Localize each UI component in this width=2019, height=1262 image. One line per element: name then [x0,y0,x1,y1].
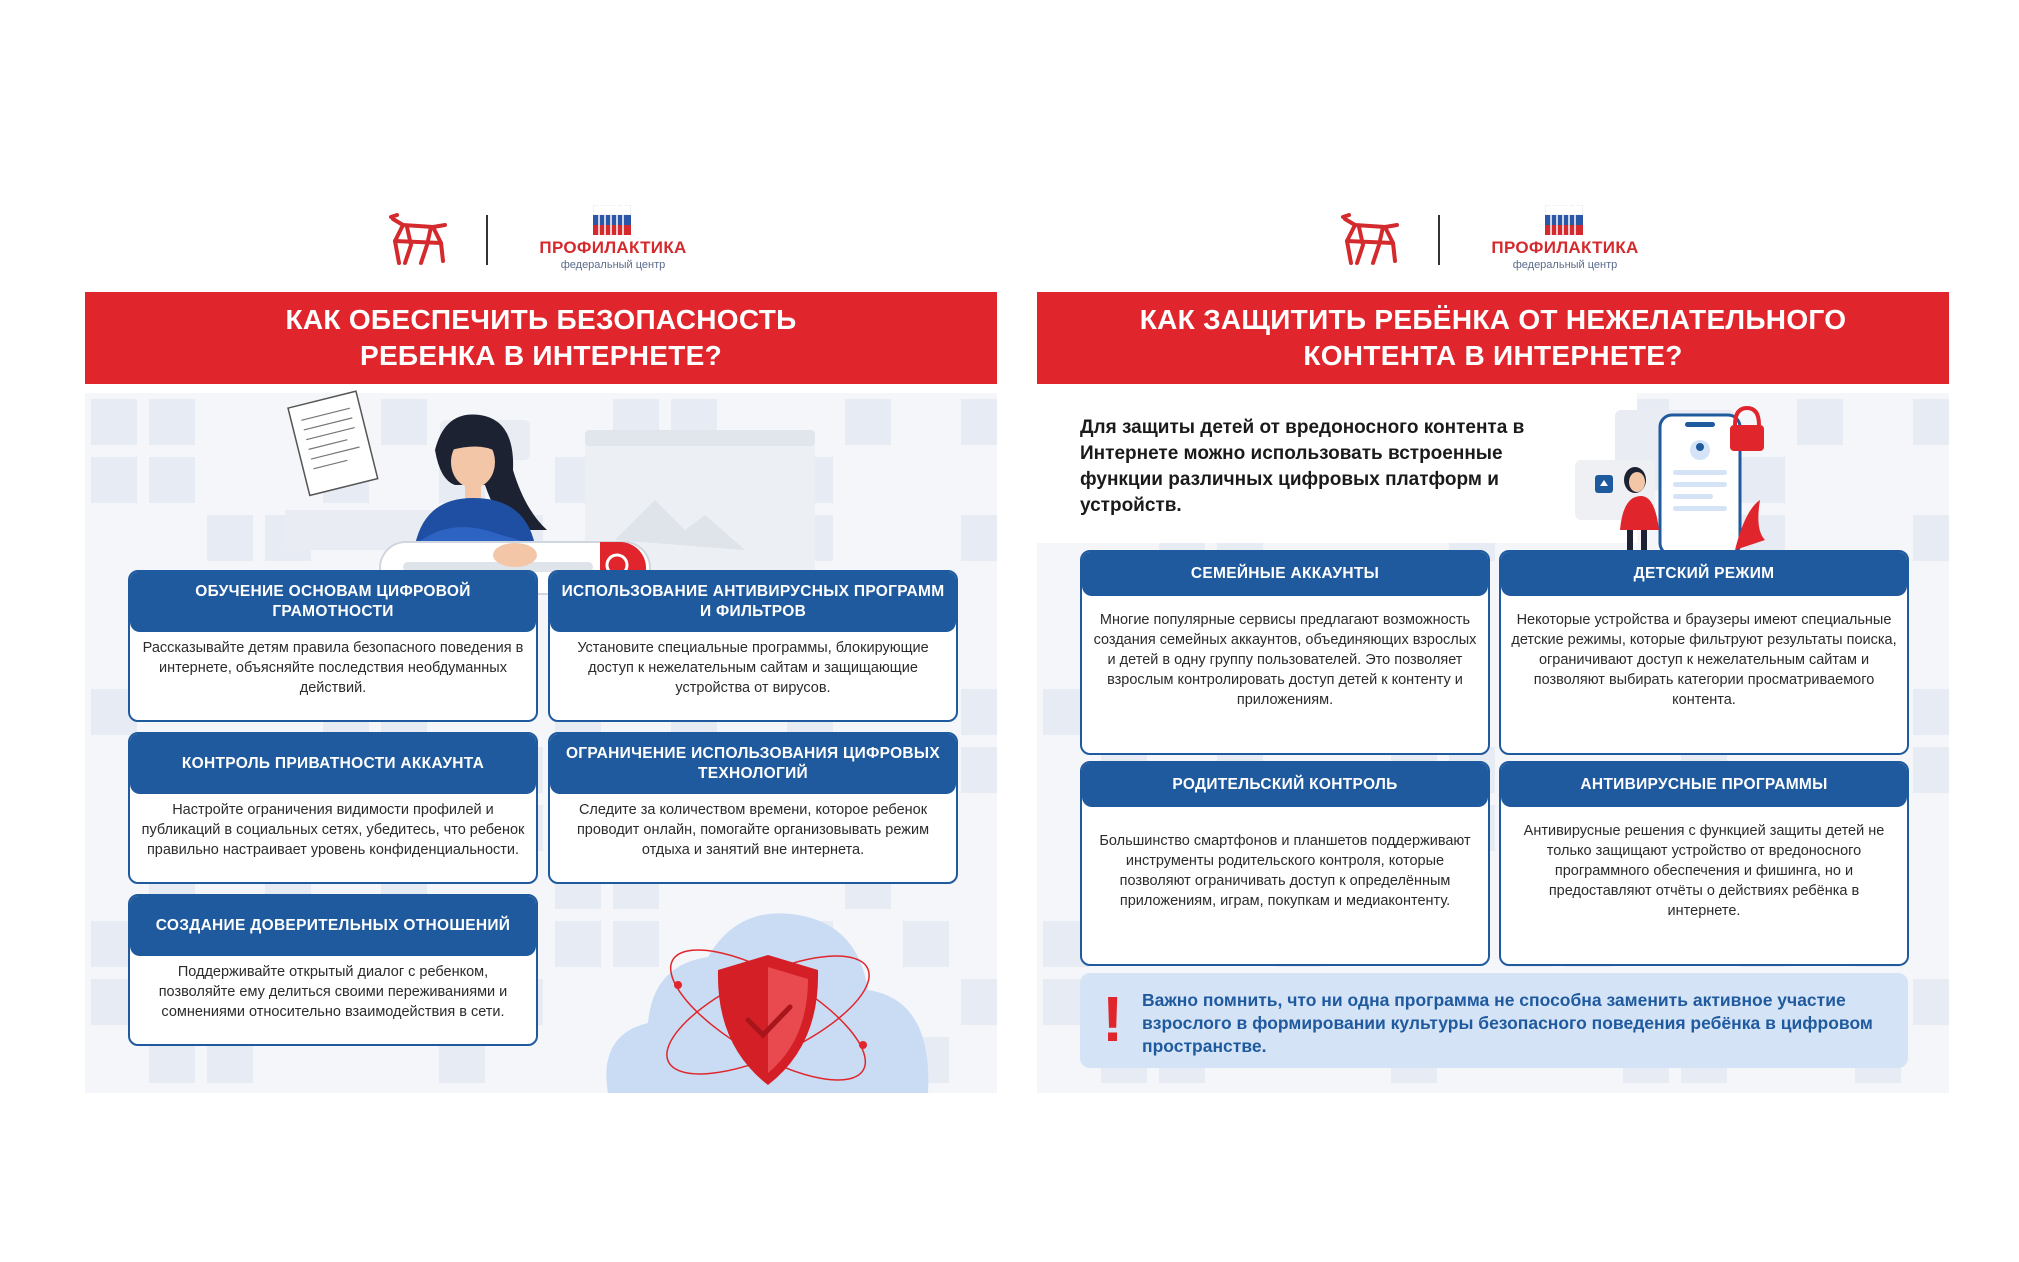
card-family-accounts [1080,550,1490,755]
card-text: Следите за количеством времени, которое ребенок проводит онлайн, помогайте организовывать режим отдыха и занятий вне интернета. [576,802,930,858]
grid-square [961,747,997,793]
exclamation-icon: ! [1102,983,1124,1055]
page-title-line1: КАК ОБЕСПЕЧИТЬ БЕЗОПАСНОСТЬ [285,304,797,335]
card-text: Многие популярные сервисы предлагают возможность создания семейных аккаунтов, объединяющих взрослых и детей в одну группу пользователей. Это позволяет взрослым контролировать доступ детей к контенту и приложениям. [1093,612,1477,708]
logo-name: ПРОФИЛАКТИКА [1491,238,1639,257]
horse-logo-icon [385,211,455,267]
grid-square [91,457,137,503]
page-title-line2: РЕБЕНКА В ИНТЕРНЕТЕ? [359,340,723,371]
card-digital-literacy [128,570,538,722]
card-antivirus-filters [548,570,958,722]
grid-square [961,515,997,561]
card-text: Поддерживайте открытый диалог с ребенком, позволяйте ему делиться своими переживаниями и сомнениями относительно взаимодействия в сети. [158,964,508,1020]
page-title-banner [1037,292,1949,384]
card-text: Большинство смартфонов и планшетов поддерживают инструменты родительского контроля, которые позволяют ограничивать доступ к определённым приложениям, играм, покупкам и медиаконтенту. [1099,833,1471,909]
card-title: СЕМЕЙНЫЕ АККАУНТЫ [1082,552,1488,596]
flag-logo-icon [593,205,631,235]
grid-square [149,457,195,503]
intro-text: Для защиты детей от вредоносного контента в Интернете можно использовать встроенные функции различных цифровых платформ и устройств. [1080,417,1525,516]
grid-square [845,399,891,445]
card-text: Некоторые устройства и браузеры имеют специальные детские режимы, которые фильтруют результаты поиска, ограничивают доступ к нежелательным сайтам и позволяют выбирать категории просматриваемого контента. [1511,612,1897,708]
grid-square [207,515,253,561]
card-title: ОБУЧЕНИЕ ОСНОВАМ ЦИФРОВОЙ ГРАМОТНОСТИ [130,572,536,632]
card-text: Настройте ограничения видимости профилей и публикаций в социальных сетях, убедитесь, что ребенок правильно настраивает уровень конфиденциальности. [141,802,525,858]
grid-square [1913,747,1949,793]
cloud-shield-illustration [598,895,938,1093]
logo-subtitle: федеральный центр [560,259,666,271]
grid-square [1913,979,1949,1025]
important-note [1080,973,1908,1068]
card-parental-control [1080,761,1490,966]
grid-square [1913,689,1949,735]
note-text: Важно помнить, что ни одна программа не способна заменить активное участие взрослого в формировании культуры безопасного поведения ребёнка в цифровом пространстве. [1142,990,1873,1056]
card-title: АНТИВИРУСНЫЕ ПРОГРАММЫ [1501,763,1907,807]
page-title-banner [85,292,997,384]
grid-square [961,979,997,1025]
page-title-line2: КОНТЕНТА В ИНТЕРНЕТЕ? [1303,340,1683,371]
card-antivirus-programs [1499,761,1909,966]
grid-square [91,399,137,445]
logo-subtitle: федеральный центр [1512,259,1618,271]
page-title-line1: КАК ЗАЩИТИТЬ РЕБЁНКА ОТ НЕЖЕЛАТЕЛЬНОГО [1139,304,1847,335]
grid-square [961,399,997,445]
card-title: РОДИТЕЛЬСКИЙ КОНТРОЛЬ [1082,763,1488,807]
logo-name: ПРОФИЛАКТИКА [539,238,687,257]
logo-header [1037,205,1949,285]
horse-logo-icon [1337,211,1407,267]
card-kids-mode [1499,550,1909,755]
card-title: КОНТРОЛЬ ПРИВАТНОСТИ АККАУНТА [130,734,536,794]
grid-square [1913,515,1949,561]
card-limit-digital-use [548,732,958,884]
flag-logo-icon [1545,205,1583,235]
card-trust-relations [128,894,538,1046]
card-title: ДЕТСКИЙ РЕЖИМ [1501,552,1907,596]
card-title: ОГРАНИЧЕНИЕ ИСПОЛЬЗОВАНИЯ ЦИФРОВЫХ ТЕХНОЛОГИЙ [550,734,956,794]
card-text: Рассказывайте детям правила безопасного поведения в интернете, объясняйте последствия необдуманных действий. [142,640,524,696]
grid-square [555,921,601,967]
card-account-privacy [128,732,538,884]
grid-square [1913,399,1949,445]
card-title: ИСПОЛЬЗОВАНИЕ АНТИВИРУСНЫХ ПРОГРАММ И ФИЛЬТРОВ [550,572,956,632]
logo-divider [486,215,488,265]
card-text: Антивирусные решения с функцией защиты детей не только защищают устройство от вредоносного программного обеспечения и фишинга, но и предоставляют отчёты о действиях ребёнка в интернете. [1523,823,1885,919]
phone-lock-illustration [1575,400,1905,560]
logo-header [85,205,997,285]
grid-square [149,399,195,445]
card-title: СОЗДАНИЕ ДОВЕРИТЕЛЬНЫХ ОТНОШЕНИЙ [130,896,536,956]
infographic-right [1037,205,1949,1093]
logo-divider [1438,215,1440,265]
grid-square [961,689,997,735]
infographic-left [85,205,997,1093]
card-text: Установите специальные программы, блокирующие доступ к нежелательным сайтам и защищающие устройства от вирусов. [577,640,929,696]
